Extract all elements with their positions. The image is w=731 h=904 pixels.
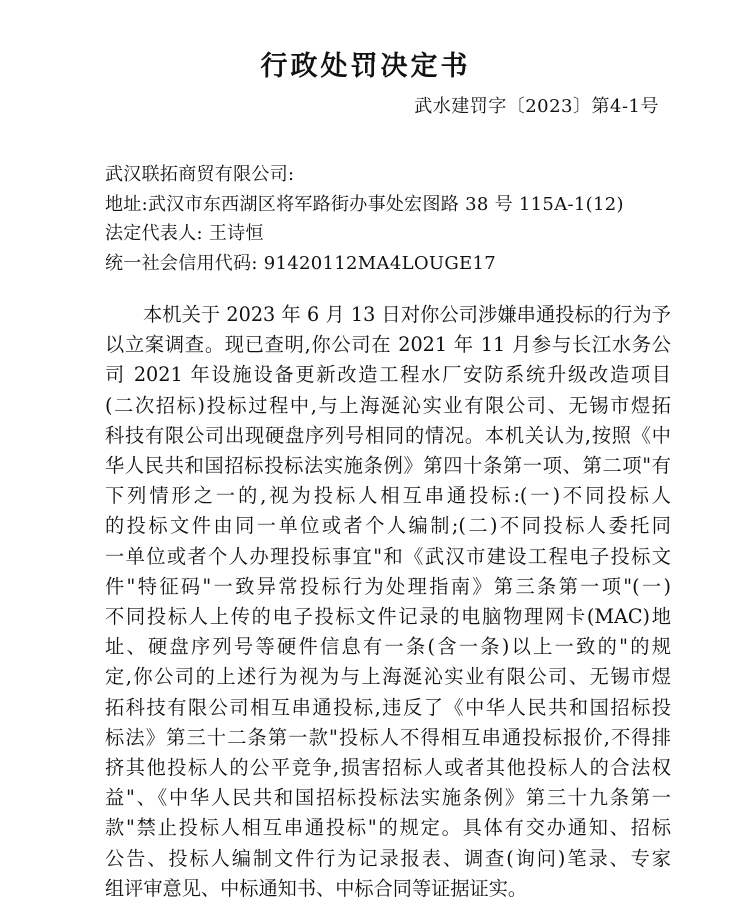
party-info <box>105 160 705 278</box>
body-line: 益"、《中华人民共和国招标投标法实施条例》第三十九条第一 <box>105 786 671 810</box>
body-line: 公告、投标人编制文件行为记录报表、调查(询问)笔录、专家 <box>105 846 671 870</box>
credit-code: 统一社会信用代码: 91420112MA4LOUGE17 <box>105 252 496 274</box>
body-line: 款"禁止投标人相互串通投标"的规定。具体有交办通知、招标 <box>105 816 671 840</box>
body-line: 以立案调查。现已查明,你公司在 2021 年 11 月参与长江水务公 <box>105 333 671 357</box>
body-line: 科技有限公司出现硬盘序列号相同的情况。本机关认为,按照《中 <box>105 423 671 447</box>
body-line: 拓科技有限公司相互串通投标,违反了《中华人民共和国招标投 <box>105 695 671 719</box>
body-line: 下列情形之一的,视为投标人相互串通投标:(一)不同投标人 <box>105 484 671 508</box>
body-line: 司 2021 年设施设备更新改造工程水厂安防系统升级改造项目 <box>105 363 671 387</box>
body-line: 址、硬盘序列号等硬件信息有一条(含一条)以上一致的"的规 <box>105 635 671 659</box>
body-line: 件"特征码"一致异常投标行为处理指南》第三条第一项"(一) <box>105 574 671 598</box>
body-line: (二次招标)投标过程中,与上海涎沁实业有限公司、无锡市煜拓 <box>105 393 671 417</box>
body-line: 定,你公司的上述行为视为与上海涎沁实业有限公司、无锡市煜 <box>105 665 671 689</box>
body-line: 标法》第三十二条第一款"投标人不得相互串通投标报价,不得排 <box>105 725 671 749</box>
body-line: 不同投标人上传的电子投标文件记录的电脑物理网卡(MAC)地 <box>105 605 671 629</box>
document-number: 武水建罚字〔2023〕第4-1号 <box>414 96 659 117</box>
body-line: 本机关于 2023 年 6 月 13 日对你公司涉嫌串通投标的行为予 <box>143 303 671 326</box>
document-title: 行政处罚决定书 <box>260 51 471 82</box>
company-name: 武汉联拓商贸有限公司: <box>105 164 295 185</box>
body-line: 的投标文件由同一单位或者个人编制;(二)不同投标人委托同 <box>105 514 671 538</box>
legal-representative: 法定代表人: 王诗恒 <box>105 223 264 244</box>
body-line: 一单位或者个人办理投标事宜"和《武汉市建设工程电子投标文 <box>105 544 671 568</box>
decision-body <box>105 300 671 904</box>
company-address: 地址:武汉市东西湖区将军路街办事处宏图路 38 号 115A-1(12) <box>105 193 624 215</box>
body-line: 组评审意见、中标通知书、中标合同等证据证实。 <box>105 876 528 900</box>
body-line: 挤其他投标人的公平竞争,损害招标人或者其他投标人的合法权 <box>105 756 671 780</box>
body-line: 华人民共和国招标投标法实施条例》第四十条第一项、第二项"有 <box>105 454 671 478</box>
